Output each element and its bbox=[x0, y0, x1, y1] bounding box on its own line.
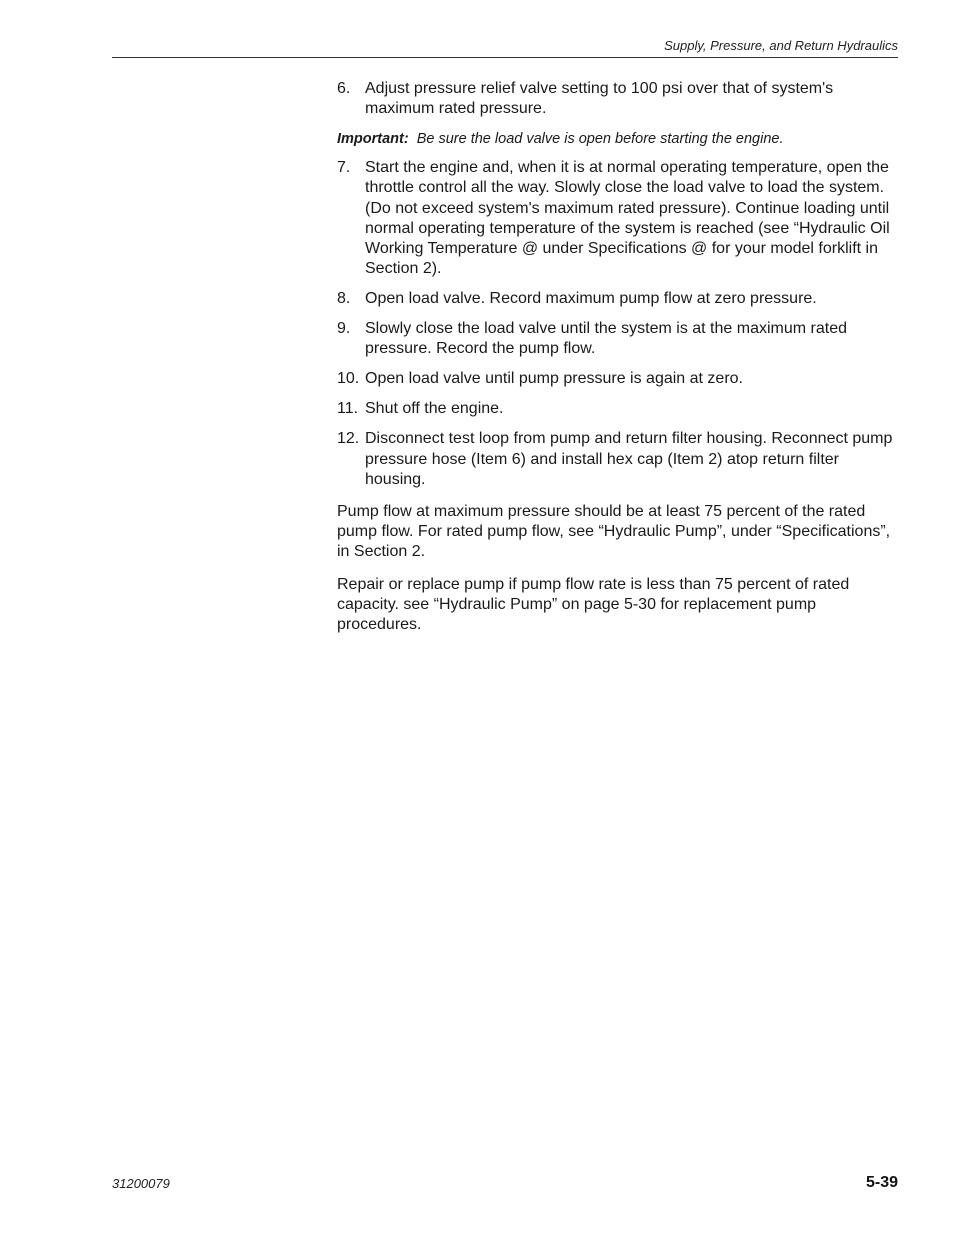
step-item bbox=[337, 369, 899, 389]
important-label: Important: bbox=[337, 131, 409, 148]
step-number: 11. bbox=[337, 400, 359, 418]
running-header-title: Supply, Pressure, and Return Hydraulics bbox=[664, 38, 898, 53]
step-text: Start the engine and, when it is at normal operating temperature, open the throttle control all the way. Slowly close the load valve to load the system. (Do not exceed system's maximum rated pressure). Continue loading until normal operating temperature of the system is reached (see “Hydraulic Oil Working Temperature @ under Specifications @ for your model forklift in Section 2). bbox=[365, 159, 890, 278]
step-text: Open load valve. Record maximum pump flow at zero pressure. bbox=[365, 290, 817, 308]
step-item bbox=[337, 79, 899, 119]
important-note bbox=[337, 129, 899, 149]
header-divider bbox=[112, 57, 898, 58]
body-paragraph: Pump flow at maximum pressure should be at least 75 percent of the rated pump flow. For rated pump flow, see “Hydraulic Pump”, under “Specifications”, in Section 2. bbox=[337, 503, 891, 561]
step-item bbox=[337, 158, 899, 279]
main-content bbox=[337, 79, 899, 646]
step-item bbox=[337, 399, 899, 419]
step-text: Disconnect test loop from pump and return filter housing. Reconnect pump pressure hose (Item 6) and install hex cap (Item 2) atop return filter housing. bbox=[365, 430, 893, 488]
step-number: 8. bbox=[337, 290, 351, 308]
step-text: Adjust pressure relief valve setting to 100 psi over that of system's maximum rated pressure. bbox=[365, 80, 834, 118]
body-paragraph: Repair or replace pump if pump flow rate is less than 75 percent of rated capacity. see “Hydraulic Pump” on page 5-30 for replacement pump procedures. bbox=[337, 575, 850, 634]
step-item bbox=[337, 319, 899, 359]
step-number: 7. bbox=[337, 159, 351, 177]
step-number: 6. bbox=[337, 80, 351, 97]
step-number: 12. bbox=[337, 430, 360, 448]
step-number: 10. bbox=[337, 370, 360, 388]
important-text: Be sure the load valve is open before starting the engine. bbox=[416, 131, 784, 148]
footer-document-number: 31200079 bbox=[112, 1176, 170, 1191]
footer-page-number: 5-39 bbox=[865, 1174, 898, 1191]
step-text: Slowly close the load valve until the system is at the maximum rated pressure. Record the pump flow. bbox=[365, 320, 847, 358]
step-number: 9. bbox=[337, 320, 351, 338]
step-item bbox=[337, 429, 899, 490]
step-text: Open load valve until pump pressure is again at zero. bbox=[365, 370, 743, 388]
step-item bbox=[337, 289, 899, 309]
step-text: Shut off the engine. bbox=[365, 400, 504, 418]
